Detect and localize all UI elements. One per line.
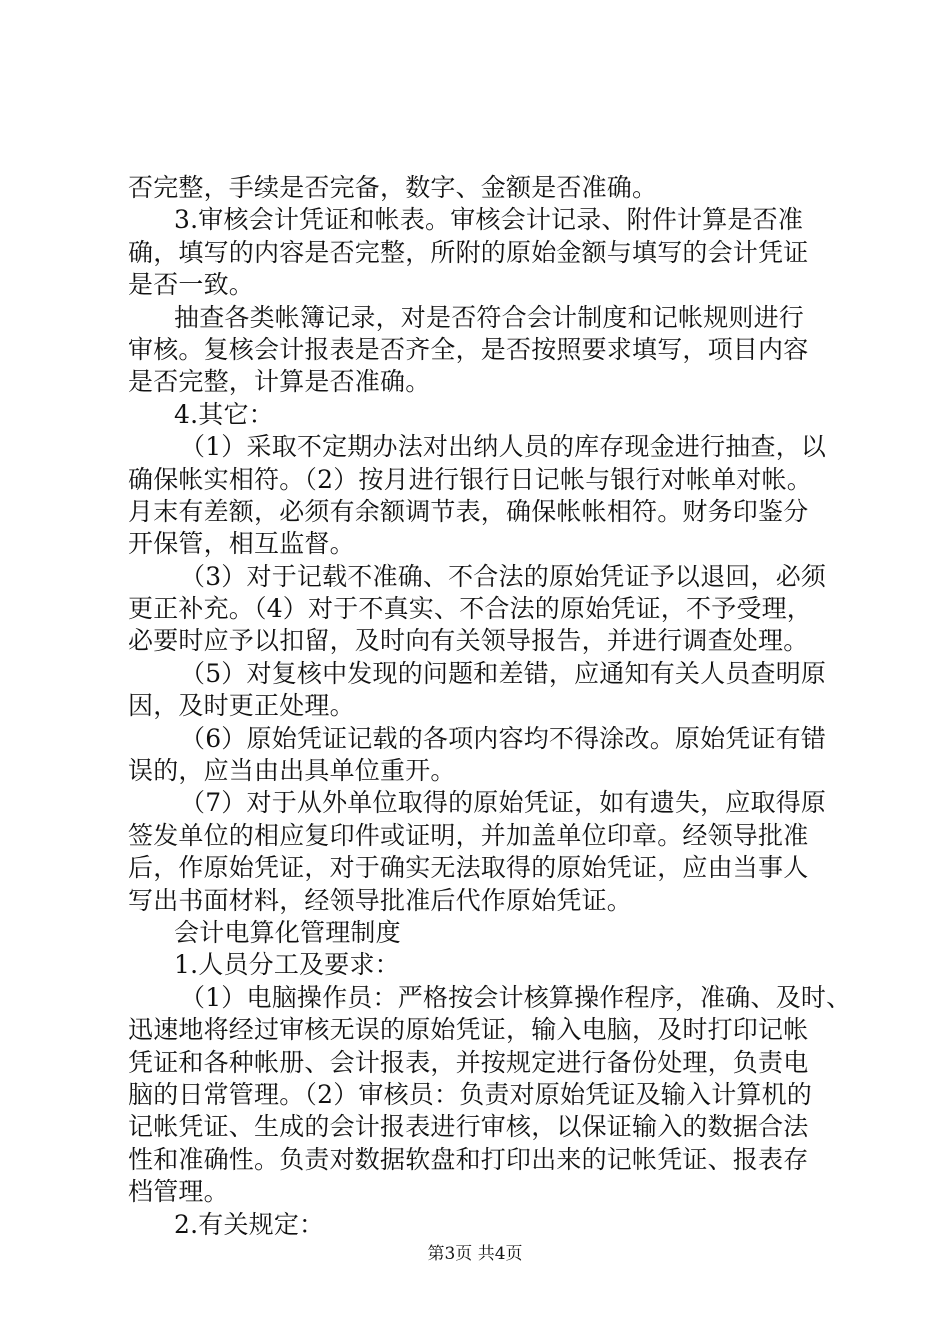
text-line: 2.有关规定： bbox=[174, 1209, 325, 1239]
text-line: 性和准确性。负责对数据软盘和打印出来的记帐凭证、报表存 bbox=[128, 1144, 809, 1174]
text-line: 凭证和各种帐册、会计报表，并按规定进行备份处理，负责电 bbox=[128, 1047, 809, 1077]
text-line: （1）采取不定期办法对出纳人员的库存现金进行抽查，以 bbox=[180, 432, 827, 462]
text-line: 是否一致。 bbox=[128, 270, 255, 300]
text-line: 抽查各类帐簿记录，对是否符合会计制度和记帐规则进行 bbox=[174, 302, 805, 332]
text-line: 记帐凭证、生成的会计报表进行审核，以保证输入的数据合法 bbox=[128, 1112, 809, 1142]
text-line: （1）电脑操作员：严格按会计核算操作程序，准确、及时、 bbox=[180, 982, 852, 1012]
text-line: 开保管，相互监督。 bbox=[128, 529, 355, 559]
text-line: 是否完整，计算是否准确。 bbox=[128, 367, 431, 397]
text-line: 迅速地将经过审核无误的原始凭证，输入电脑，及时打印记帐 bbox=[128, 1015, 809, 1045]
document-body bbox=[128, 172, 852, 1241]
text-line: （5）对复核中发现的问题和差错，应通知有关人员查明原 bbox=[180, 658, 827, 688]
text-line: 档管理。 bbox=[128, 1177, 229, 1207]
text-line: 脑的日常管理。（2）审核员：负责对原始凭证及输入计算机的 bbox=[128, 1079, 813, 1109]
text-line: 确保帐实相符。（2）按月进行银行日记帐与银行对帐单对帐。 bbox=[128, 464, 813, 494]
text-line: 确，填写的内容是否完整，所附的原始金额与填写的会计凭证 bbox=[128, 237, 809, 267]
text-line: （6）原始凭证记载的各项内容均不得涂改。原始凭证有错 bbox=[180, 723, 827, 753]
text-line: 3.审核会计凭证和帐表。审核会计记录、附件计算是否准 bbox=[174, 205, 804, 235]
text-line: 月末有差额，必须有余额调节表，确保帐帐相符。财务印鉴分 bbox=[128, 496, 809, 526]
section-heading: 会计电算化管理制度 bbox=[174, 917, 401, 947]
text-line: 审核。复核会计报表是否齐全，是否按照要求填写，项目内容 bbox=[128, 334, 809, 364]
text-line: 误的，应当由出具单位重开。 bbox=[128, 756, 456, 786]
text-line: 否完整，手续是否完备，数字、金额是否准确。 bbox=[128, 173, 658, 202]
page-number-footer: 第3页 共4页 bbox=[427, 1244, 523, 1264]
text-line: （7）对于从外单位取得的原始凭证，如有遗失，应取得原 bbox=[180, 788, 827, 818]
text-line: 1.人员分工及要求： bbox=[174, 950, 400, 980]
text-line: 更正补充。（4）对于不真实、不合法的原始凭证，不予受理， bbox=[128, 594, 813, 624]
text-line: 4.其它： bbox=[174, 399, 274, 429]
text-line: 写出书面材料，经领导批准后代作原始凭证。 bbox=[128, 885, 633, 915]
text-line: 签发单位的相应复印件或证明，并加盖单位印章。经领导批准 bbox=[128, 820, 809, 850]
text-line: 因，及时更正处理。 bbox=[128, 691, 355, 721]
text-line: 必要时应予以扣留，及时向有关领导报告，并进行调查处理。 bbox=[128, 626, 809, 656]
text-line: （3）对于记载不准确、不合法的原始凭证予以退回，必须 bbox=[180, 561, 827, 591]
text-line: 后，作原始凭证，对于确实无法取得的原始凭证，应由当事人 bbox=[128, 853, 809, 883]
